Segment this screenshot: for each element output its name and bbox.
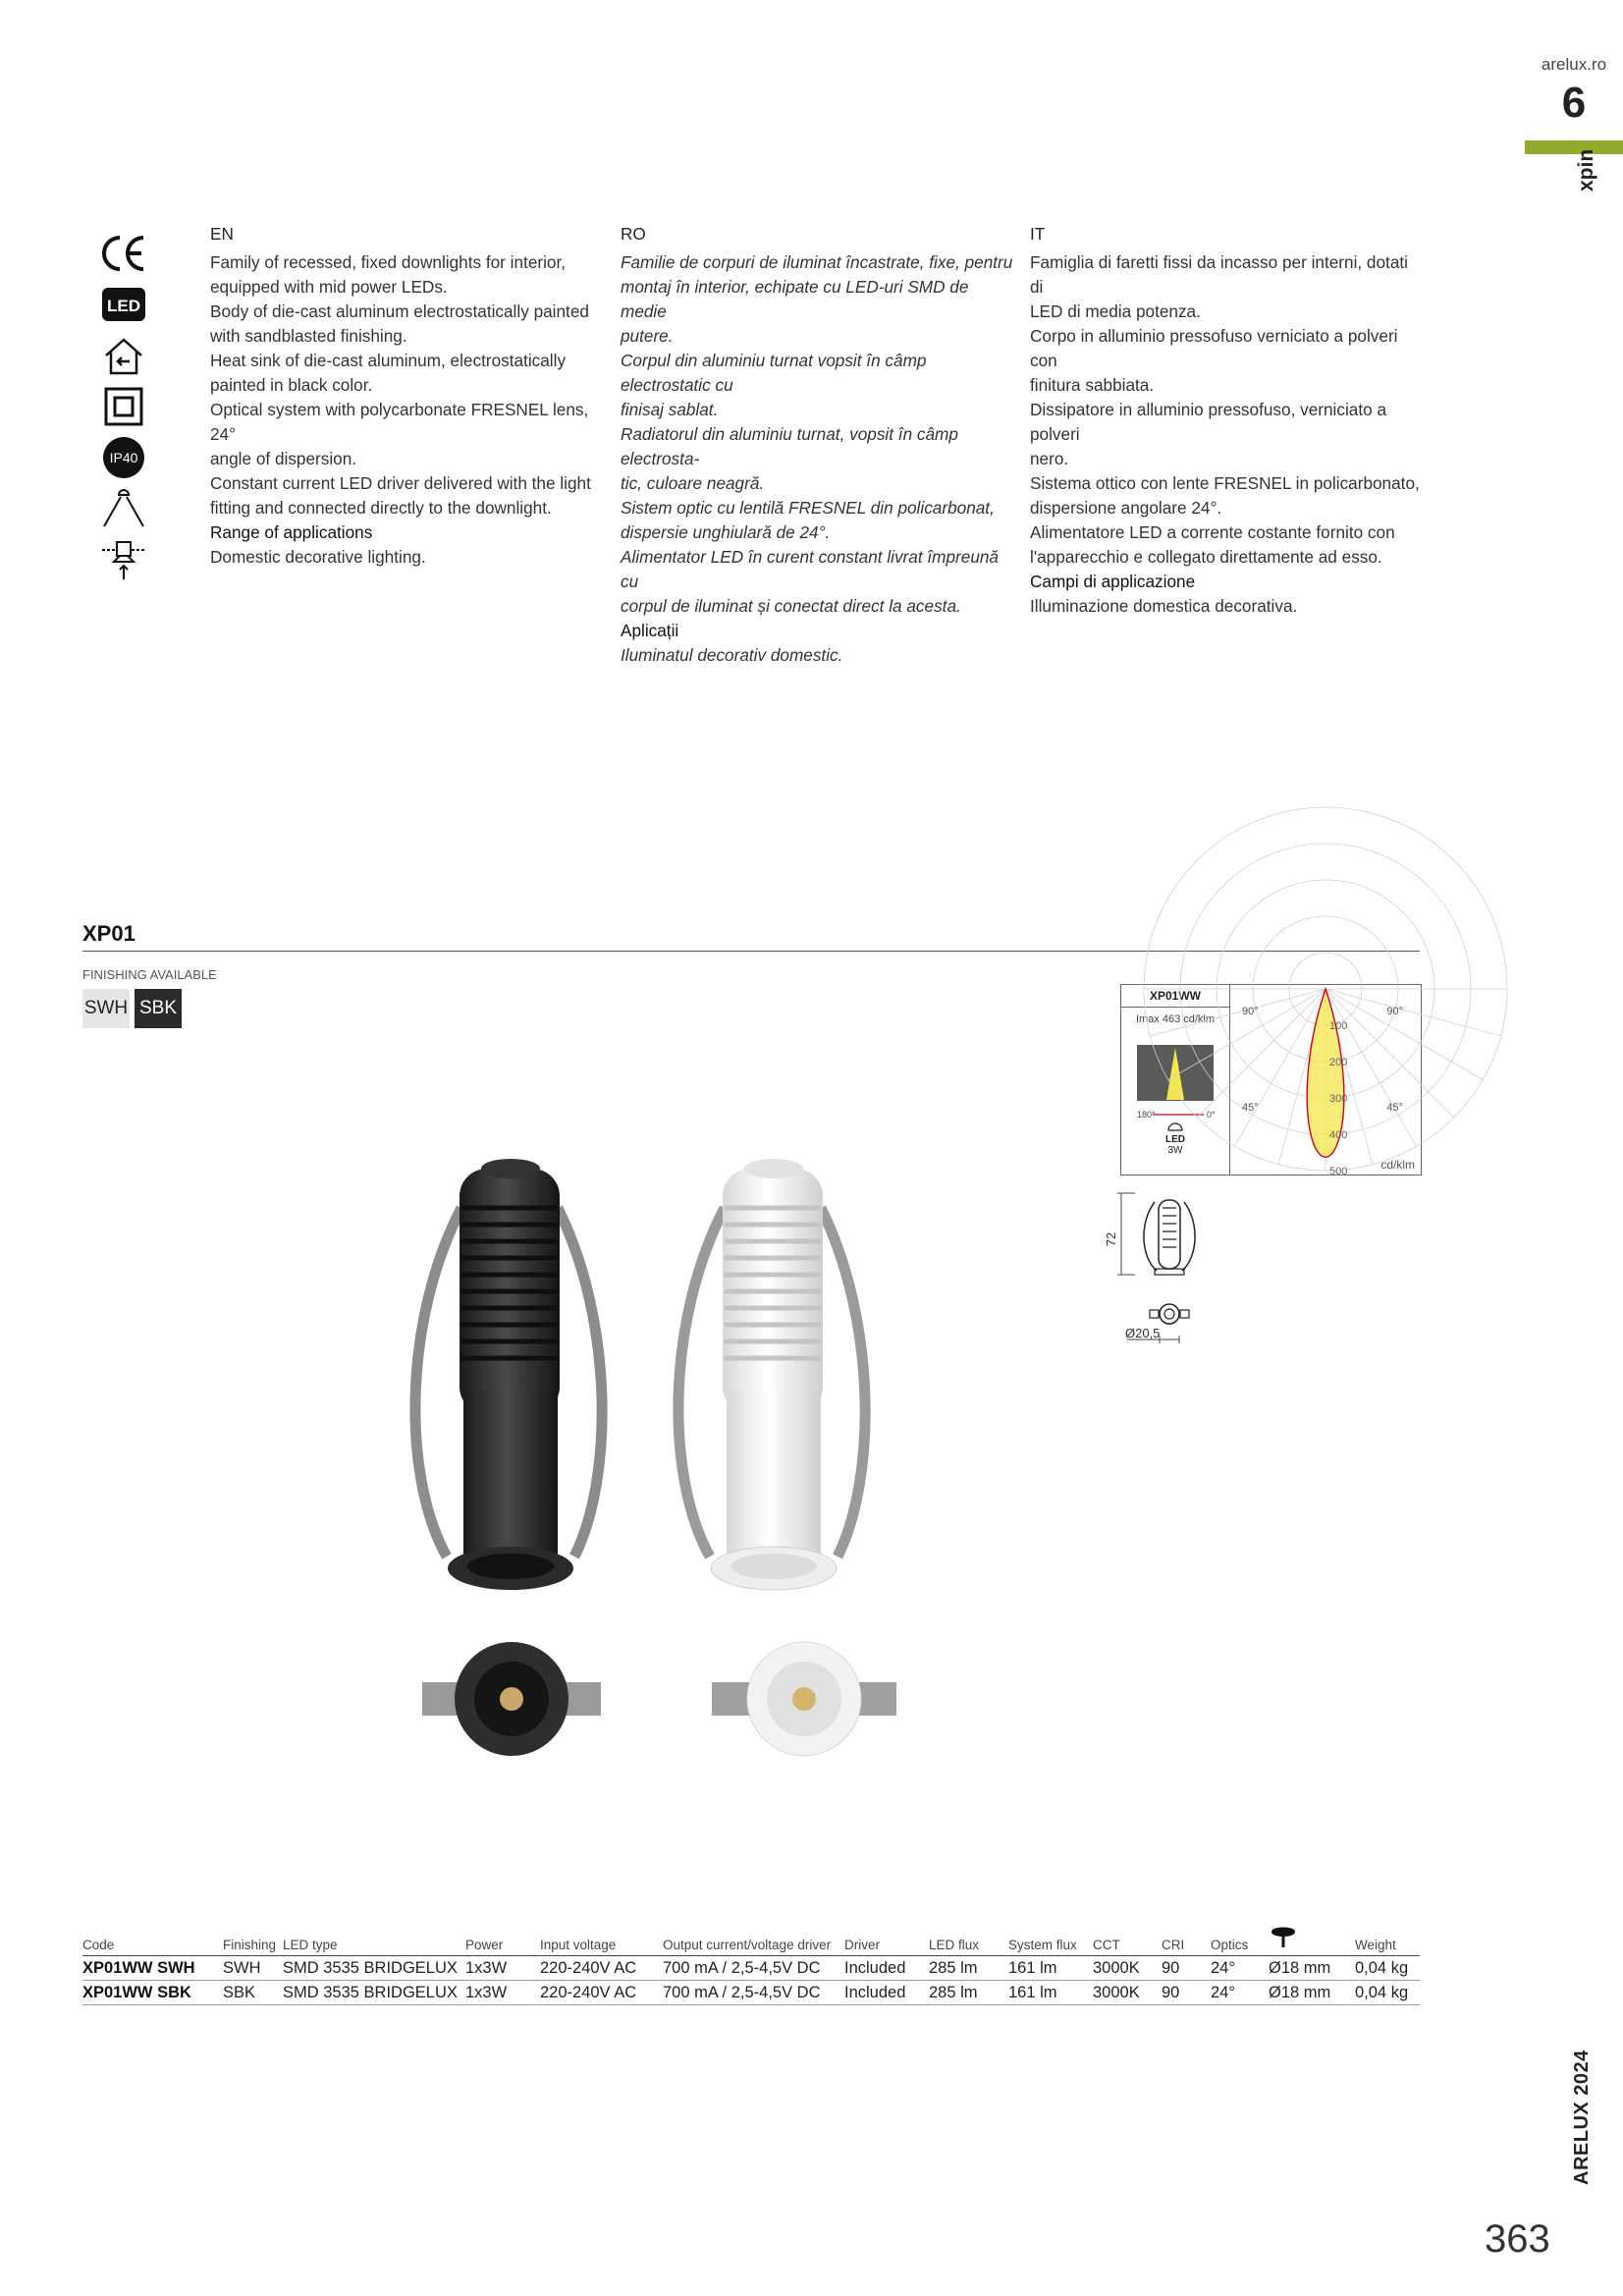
applications-text: Illuminazione domestica decorativa. [1030,596,1298,616]
certification-icons [96,228,157,585]
photometric-info [1121,985,1230,1175]
polar-diagram [1230,985,1421,1175]
cell-weight: 0,04 kg [1355,1956,1420,1981]
col-optics: Optics [1211,1920,1269,1956]
description-line: Family of recessed, fixed downlights for interior, [210,252,567,272]
col-finishing: Finishing [223,1920,283,1956]
product-divider [82,951,1420,952]
language-label: EN [210,224,234,244]
cell-optics: 24° [1211,1956,1269,1981]
product-title: XP01 [82,921,135,946]
cell-code: XP01WW SBK [82,1981,223,2005]
description-line: Radiatorul din aluminiu turnat, vopsit în câmp electrosta- [621,424,958,468]
col-cri: CRI [1162,1920,1211,1956]
table-row [82,1956,1420,1981]
diameter-dimension: Ø20,5 [1125,1326,1161,1340]
col-weight: Weight [1355,1920,1420,1956]
angle-label: 45° [1242,1102,1259,1114]
description-line: Corpul din aluminiu turnat vopsit în câmp electrostatic cu [621,351,927,395]
applications-text: Iluminatul decorativ domestic. [621,645,843,665]
angle-0-label: 0° [1207,1110,1216,1120]
page-number: 363 [1485,2217,1550,2261]
class-ii-insulation-icon [96,381,151,432]
angle-label: 90° [1242,1006,1259,1017]
description-line: nero. [1030,449,1069,468]
cell-input-voltage: 220-240V AC [540,1981,663,2005]
cell-system-flux: 161 lm [1008,1981,1093,2005]
cell-led-flux: 285 lm [929,1956,1008,1981]
description-line: corpul de iluminat și conectat direct la acesta. [621,596,961,616]
cell-cutout: Ø18 mm [1269,1956,1355,1981]
description-line: Familie de corpuri de iluminat încastrate, fixe, pentru [621,252,1013,272]
cell-weight: 0,04 kg [1355,1981,1420,2005]
radial-label: 400 [1329,1129,1348,1141]
language-label: RO [621,224,646,244]
dimension-drawing [1104,1188,1227,1350]
description-line: finitura sabbiata. [1030,375,1155,395]
cell-optics: 24° [1211,1981,1269,2005]
svg-text:IP40: IP40 [109,450,138,465]
cell-led-type: SMD 3535 BRIDGELUX [283,1956,465,1981]
col-system-flux: System flux [1008,1920,1093,1956]
description-line: Alimentator LED în curent constant livrat împreună cu [621,547,999,591]
description-line: Dissipatore in alluminio pressofuso, verniciato a polveri [1030,400,1387,444]
col-power: Power [465,1920,540,1956]
cell-power: 1x3W [465,1981,540,2005]
unit-label: cd/klm [1380,1158,1415,1172]
angle-label: 45° [1386,1102,1403,1114]
imax-value: Imax 463 cd/klm [1135,1013,1216,1025]
finish-swatch-sbk: SBK [135,989,182,1028]
cell-output: 700 mA / 2,5-4,5V DC [663,1956,844,1981]
chapter-number: 6 [1561,79,1587,127]
beam-angle-icon [96,483,151,534]
height-dimension: 72 [1104,1231,1118,1247]
white-fixture-front [712,1642,896,1756]
radial-label: 500 [1329,1166,1348,1177]
col-input-voltage: Input voltage [540,1920,663,1956]
description-line: LED di media potenza. [1030,301,1201,321]
cell-cct: 3000K [1093,1981,1162,2005]
cell-cutout: Ø18 mm [1269,1981,1355,2005]
radial-label: 200 [1329,1057,1348,1068]
black-fixture-front [422,1642,601,1756]
cell-finishing: SBK [223,1981,283,2005]
lamp-symbol-icon [1168,1123,1182,1130]
description-line: Corpo in alluminio pressofuso verniciato a polveri con [1030,326,1398,370]
led-label: LED [1165,1134,1185,1145]
col-driver: Driver [844,1920,929,1956]
brand-year: ARELUX 2024 [1571,2050,1593,2185]
beam-diagram [1121,1024,1229,1162]
website-url: arelux.ro [1541,55,1607,74]
language-label: IT [1030,224,1046,244]
spec-table [82,1920,1420,2005]
cell-driver: Included [844,1981,929,2005]
description-it [1030,222,1423,619]
chapter-accent-bar [1525,140,1623,154]
description-en [210,222,603,570]
angle-180-label: 180° [1137,1110,1156,1120]
indoor-house-icon [96,330,151,381]
ce-mark-icon [96,228,151,279]
recessed-mounting-icon [96,534,151,585]
power-label: 3W [1167,1145,1183,1156]
description-line: Famiglia di faretti fissi da incasso per interni, dotati di [1030,252,1408,297]
description-line: with sandblasted finishing. [210,326,407,346]
col-led-type: LED type [283,1920,465,1956]
applications-title: Aplicații [621,621,679,640]
product-photo [393,1154,923,1733]
col-output: Output current/voltage driver [663,1920,844,1956]
description-line: finisaj sablat. [621,400,719,419]
table-row [82,1981,1420,2005]
svg-text:LED: LED [107,297,140,315]
description-line: angle of dispersion. [210,449,357,468]
description-line: Body of die-cast aluminum electrostatically painted [210,301,589,321]
photometric-model: XP01WW [1121,985,1229,1008]
description-line: Heat sink of die-cast aluminum, electrostatically [210,351,567,370]
black-fixture [415,1159,602,1590]
description-line: tic, culoare neagră. [621,473,765,493]
applications-title: Campi di applicazione [1030,572,1196,591]
cell-led-flux: 285 lm [929,1981,1008,2005]
cell-finishing: SWH [223,1956,283,1981]
finishing-label: FINISHING AVAILABLE [82,967,217,982]
led-icon [96,279,151,330]
description-line: putere. [621,326,674,346]
radial-label: 100 [1329,1020,1348,1032]
radial-label: 300 [1329,1093,1348,1105]
table-header-row [82,1920,1420,1956]
description-line: Sistem optic cu lentilă FRESNEL din policarbonat, [621,498,995,518]
description-line: fitting and connected directly to the downlight. [210,498,552,518]
ip-rating-icon [96,432,151,483]
col-cutout [1269,1920,1355,1956]
col-code: Code [82,1920,223,1956]
cell-cri: 90 [1162,1981,1211,2005]
cell-cct: 3000K [1093,1956,1162,1981]
angle-label: 90° [1386,1006,1403,1017]
polar-spoke [1325,989,1501,1036]
cell-system-flux: 161 lm [1008,1956,1093,1981]
cell-code: XP01WW SWH [82,1956,223,1981]
cell-power: 1x3W [465,1956,540,1981]
description-ro [621,222,1013,668]
description-line: Sistema ottico con lente FRESNEL in policarbonato, [1030,473,1420,493]
description-line: Alimentatore LED a corrente costante fornito con [1030,522,1395,542]
white-fixture [678,1159,865,1590]
description-line: dispersione angolare 24°. [1030,498,1222,518]
col-led-flux: LED flux [929,1920,1008,1956]
description-line: equipped with mid power LEDs. [210,277,448,297]
cell-driver: Included [844,1956,929,1981]
description-line: Constant current LED driver delivered with the light [210,473,591,493]
photometric-chart [1120,984,1422,1175]
applications-text: Domestic decorative lighting. [210,547,426,567]
description-line: dispersie unghiulară de 24°. [621,522,831,542]
chapter-name: xpin [1575,148,1597,191]
description-line: painted in black color. [210,375,373,395]
cutout-diameter-icon [1269,1926,1298,1949]
description-line: montaj în interior, echipate cu LED-uri SMD de medie [621,277,969,321]
polar-spoke [1325,989,1483,1080]
cell-led-type: SMD 3535 BRIDGELUX [283,1981,465,2005]
finish-swatch-swh: SWH [82,989,130,1028]
cell-output: 700 mA / 2,5-4,5V DC [663,1981,844,2005]
cell-input-voltage: 220-240V AC [540,1956,663,1981]
description-line: Optical system with polycarbonate FRESNEL lens, 24° [210,400,589,444]
cell-cri: 90 [1162,1956,1211,1981]
applications-title: Range of applications [210,522,373,542]
description-line: l'apparecchio e collegato direttamente ad esso. [1030,547,1382,567]
col-cct: CCT [1093,1920,1162,1956]
